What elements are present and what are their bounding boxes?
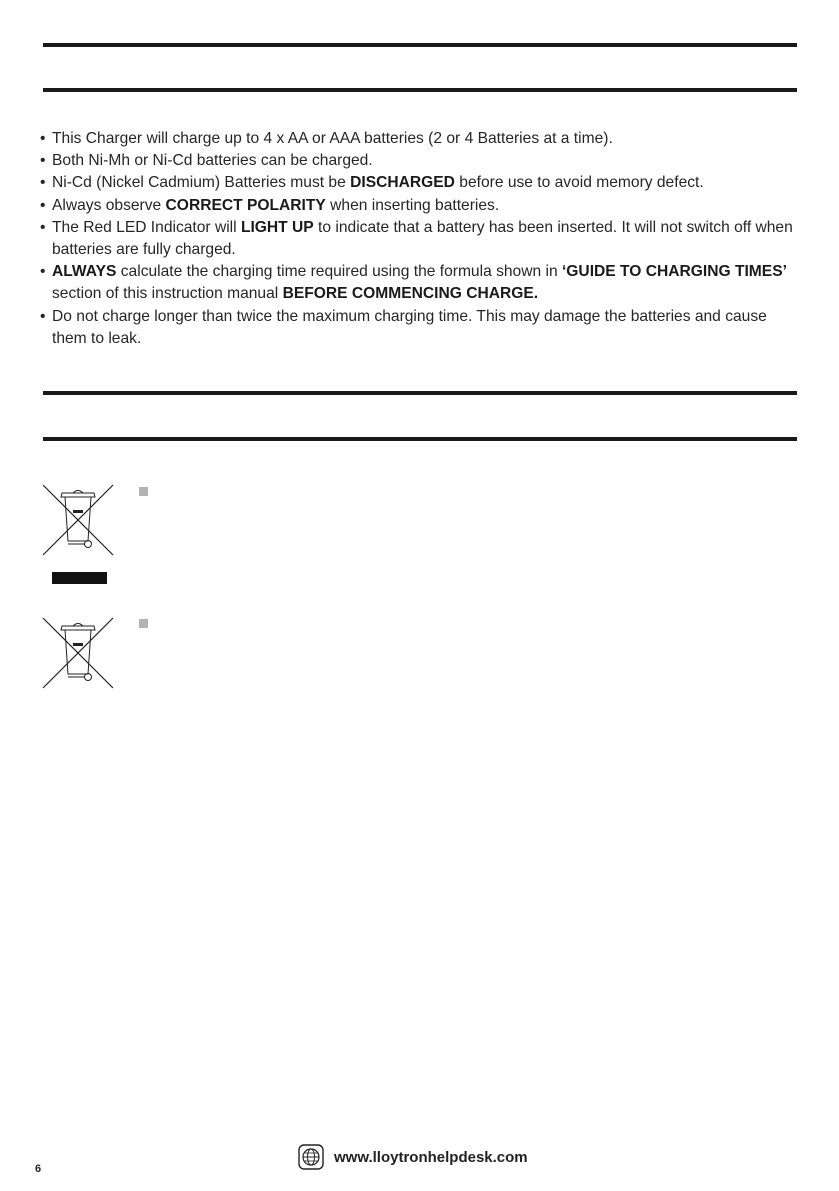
crossed-out-wheelie-bin-icon	[41, 616, 115, 690]
bullet-text: Do not charge longer than twice the maximum charging time. This may damage the batteries and cause them to leak.	[52, 307, 767, 347]
footer-helpdesk	[298, 1144, 528, 1170]
bullet-emphasis: ALWAYS	[52, 263, 117, 281]
bullet-emphasis: BEFORE COMMENCING CHARGE.	[282, 285, 539, 303]
bullet-item	[40, 172, 800, 194]
section-rule-bottom-2	[43, 437, 797, 441]
bullet-text: calculate the charging time required using the formula shown in	[116, 263, 562, 281]
bullet-item	[40, 217, 800, 261]
bullet-text: when inserting batteries.	[325, 196, 500, 214]
bullet-emphasis: DISCHARGED	[350, 174, 455, 192]
bullet-text: This Charger will charge up to 4 x AA or AAA batteries (2 or 4 Batteries at a time).	[52, 130, 613, 147]
section-rule-top-1	[43, 43, 797, 47]
bullet-item	[40, 306, 800, 350]
page-number: 6	[35, 1163, 42, 1175]
bullet-emphasis: CORRECT POLARITY	[165, 196, 326, 214]
section-rule-top-2	[43, 88, 797, 92]
bullet-text: section of this instruction manual	[52, 285, 283, 303]
crossed-out-wheelie-bin-icon	[41, 483, 115, 557]
separate-collection-bar	[52, 572, 107, 584]
grey-square-marker	[139, 487, 148, 496]
globe-icon	[298, 1144, 324, 1170]
bullet-text: to indicate that a battery has been inserted. It will not switch off when batteries are fully charged.	[52, 218, 793, 259]
bullet-text: Ni-Cd (Nickel Cadmium) Batteries must be	[52, 174, 351, 192]
bullet-item	[40, 261, 800, 305]
bullet-emphasis: ‘GUIDE TO CHARGING TIMES’	[561, 263, 787, 281]
bullet-text: Both Ni-Mh or Ni-Cd batteries can be charged.	[52, 152, 373, 170]
bullet-text: Always observe	[52, 196, 166, 214]
bullet-item	[40, 195, 800, 217]
bullet-text: before use to avoid memory defect.	[454, 174, 704, 192]
grey-square-marker	[139, 619, 148, 628]
helpdesk-url: www.lloytronhelpdesk.com	[334, 1148, 528, 1166]
bullet-emphasis: LIGHT UP	[240, 218, 314, 236]
bullet-text: The Red LED Indicator will	[52, 218, 241, 236]
section-rule-bottom-1	[43, 391, 797, 395]
bullet-item	[40, 150, 800, 172]
charger-notes-list	[40, 128, 800, 350]
bullet-item	[40, 128, 800, 150]
